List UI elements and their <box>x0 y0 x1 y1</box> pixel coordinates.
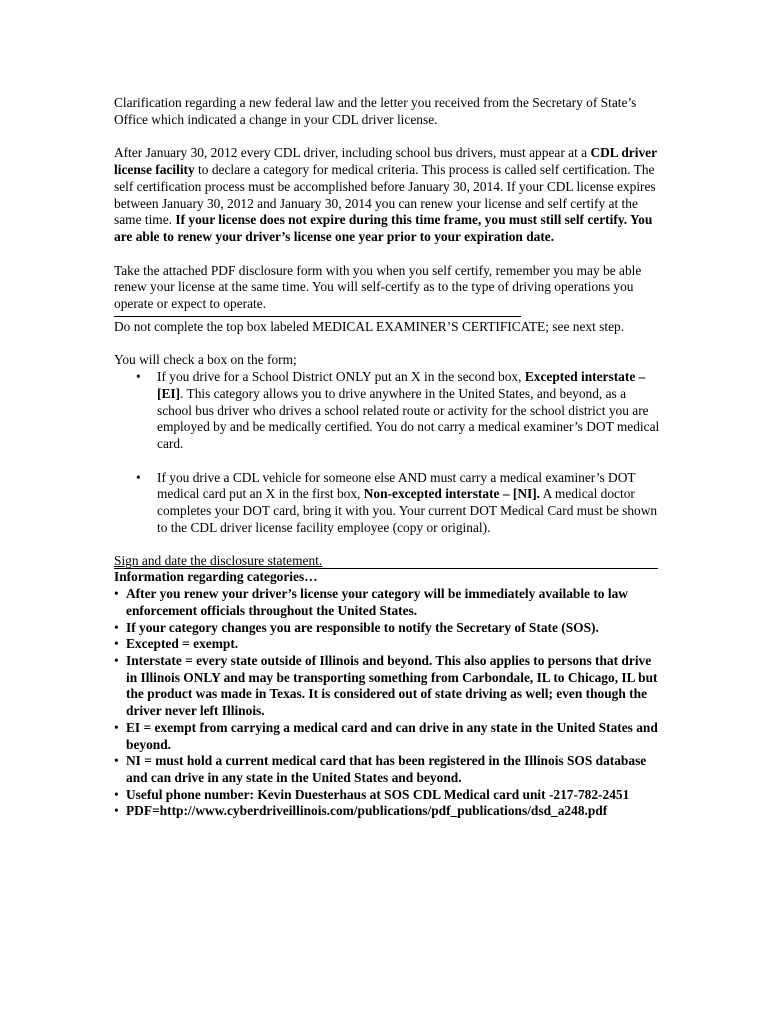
info-list <box>114 586 662 820</box>
letter-body <box>114 95 662 820</box>
pdf-url-text: PDF=http://www.cyberdriveillinois.com/publications/pdf_publications/dsd_a248.pdf <box>126 803 608 819</box>
bullet-icon: • <box>114 753 119 769</box>
bullet-icon: • <box>114 803 119 819</box>
para2-text-1: After January 30, 2012 every CDL driver, including school bus drivers, must appear at a <box>114 145 591 161</box>
item2-text-2: A medical doctor completes your DOT card, bring it with you. Your current DOT Medical Card must be shown to the CDL driver license facility employee (copy or original). <box>157 486 658 535</box>
para2-bold-facility: CDL driver license facility <box>114 145 657 178</box>
intro-paragraph: Clarification regarding a new federal law and the letter you received from the Secretary of State’s Office which indicated a change in your CDL driver license. <box>114 95 637 127</box>
info-item-text: Excepted = exempt. <box>126 636 239 652</box>
phone-number-text: Useful phone number: Kevin Duesterhaus at SOS CDL Medical card unit -217-782-2451 <box>126 786 630 802</box>
item1-text-2: . This category allows you to drive anywhere in the United States, and beyond, as a school bus driver who drives a school related route or activity for the school district you are employed by and be medically certified. You do not carry a medical examiner’s DOT medical card. <box>157 385 660 451</box>
info-heading <box>114 569 662 586</box>
para2-bold-warning: If your license does not expire during this time frame, you must still self certify. You are able to renew your driver’s license one year prior to your expiration date. <box>114 212 653 244</box>
list-item <box>114 719 662 753</box>
bullet-icon: • <box>114 786 119 802</box>
item2-text-1: If you drive a CDL vehicle for someone else AND must carry a medical examiner’s DOT medical card put an X in the first box, <box>157 469 636 502</box>
item2-bold: Non-excepted interstate – [NI]. <box>363 486 541 502</box>
pdf-form-paragraph: Take the attached PDF disclosure form with you when you self certify, remember you may be able renew your license at the same time. You will self-certify as to the type of driving operations you operate or expect to operate. <box>114 262 642 312</box>
list-item-school-district <box>136 369 662 453</box>
info-item-text: NI = must hold a current medical card that has been registered in the Illinois SOS database and can drive in any state in the United States and beyond. <box>126 753 647 785</box>
info-item-text: Interstate = every state outside of Illinois and beyond. This also applies to persons that drive in Illinois ONLY and may be transporting something from Carbondale, IL to Chicago, IL but the product was made in Texas. It is considered out of state driving as well; even though the driver never left Illinois. <box>126 652 658 719</box>
list-item-cdl-vehicle <box>136 469 662 537</box>
bullet-icon: • <box>114 652 119 668</box>
check-box-intro: You will check a box on the form; <box>114 352 297 368</box>
item1-bold: Excepted interstate – [EI] <box>157 369 646 401</box>
horizontal-rule <box>114 316 521 317</box>
bullet-icon: • <box>114 719 119 735</box>
list-item <box>114 652 662 720</box>
list-item <box>114 619 662 637</box>
info-item-text: After you renew your driver’s license your category will be immediately available to law enforcement officials throughout the United States. <box>126 586 628 618</box>
list-item <box>114 586 662 619</box>
bullet-icon: • <box>136 469 141 485</box>
sign-and-date-text: Sign and date the disclosure statement. <box>114 553 323 569</box>
info-item-text: EI = exempt from carrying a medical card and can drive in any state in the United States and beyond. <box>126 719 658 752</box>
sign-and-date-line <box>114 553 658 569</box>
list-item <box>114 803 662 820</box>
bullet-icon: • <box>114 636 119 652</box>
item1-text-1: If you drive for a School District ONLY put an X in the second box, <box>157 369 525 385</box>
medical-examiner-note: Do not complete the top box labeled MEDICAL EXAMINER’S CERTIFICATE; see next step. <box>114 318 625 334</box>
bullet-icon: • <box>136 369 141 385</box>
bullet-icon: • <box>114 619 119 635</box>
info-heading-text: Information regarding categories… <box>114 569 318 585</box>
self-certification-paragraph <box>114 145 662 245</box>
list-item <box>114 636 662 653</box>
bullet-icon: • <box>114 586 119 602</box>
check-box-list <box>114 369 662 536</box>
list-item <box>114 753 662 786</box>
list-item <box>114 786 662 804</box>
info-item-text: If your category changes you are responsible to notify the Secretary of State (SOS). <box>126 619 599 635</box>
para2-text-2: to declare a category for medical criteria. This process is called self certification. The self certification process must be accomplished before January 30, 2014. If your CDL license expires between January 30, 2012 and January 30, 2014 you can renew your license and self certify at the same time. <box>114 162 656 228</box>
